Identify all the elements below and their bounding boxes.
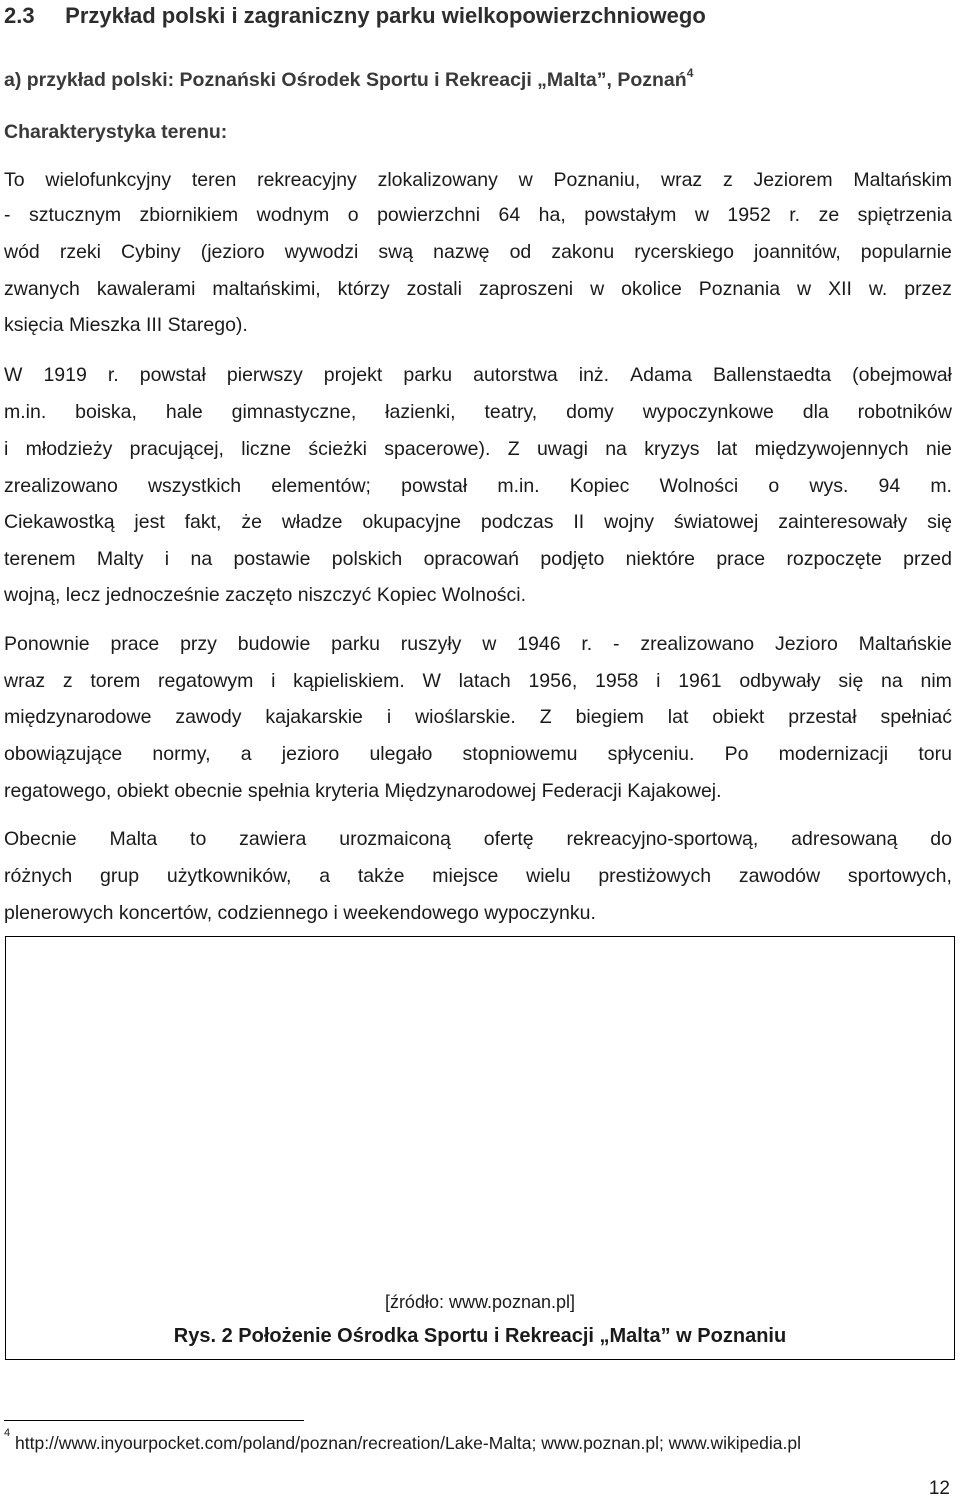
word: o bbox=[347, 204, 359, 226]
word: torem bbox=[90, 670, 141, 692]
word: zaproszeni bbox=[478, 278, 574, 300]
word: lat bbox=[667, 706, 689, 728]
word: stopniowemu bbox=[462, 743, 578, 765]
word: normy, bbox=[152, 743, 211, 765]
word: użytkowników, bbox=[166, 865, 292, 887]
word: ofertę bbox=[483, 828, 534, 850]
word: II bbox=[573, 511, 585, 533]
paragraph-line bbox=[4, 363, 952, 387]
word: którzy bbox=[337, 278, 390, 300]
word: ruszyły bbox=[400, 633, 462, 655]
word: W bbox=[4, 364, 23, 386]
word: miejsce bbox=[432, 865, 499, 887]
word: autorstwa bbox=[473, 364, 558, 386]
word: rekreacyjno-sportową, bbox=[566, 828, 759, 850]
word: fakt, bbox=[184, 511, 222, 533]
word: kryzys bbox=[644, 438, 700, 460]
word: wszystkich bbox=[147, 475, 242, 497]
paragraph-line bbox=[4, 864, 952, 888]
word: W bbox=[422, 670, 441, 692]
word: 1919 bbox=[43, 364, 87, 386]
word: prestiżowych bbox=[598, 865, 712, 887]
word: maltańskimi, bbox=[212, 278, 321, 300]
paragraph-line bbox=[4, 705, 952, 729]
word: Maltańskie bbox=[858, 633, 952, 655]
paragraph-line bbox=[4, 240, 952, 264]
word: teren bbox=[191, 169, 237, 191]
word: o bbox=[768, 475, 780, 497]
word: sportowych, bbox=[847, 865, 952, 887]
word: podjęto bbox=[540, 548, 605, 570]
word: Poznania bbox=[698, 278, 781, 300]
paragraph-line bbox=[4, 277, 952, 301]
word: adresowaną bbox=[791, 828, 898, 850]
word: na bbox=[605, 438, 627, 460]
word: wód bbox=[4, 241, 40, 263]
word: kawalerami bbox=[96, 278, 196, 300]
word: przez bbox=[904, 278, 952, 300]
word: okupacyjne bbox=[362, 511, 462, 533]
word: pracującej, bbox=[129, 438, 224, 460]
figure-caption: Rys. 2 Położenie Ośrodka Sportu i Rekreacji „Malta” w Poznaniu bbox=[173, 1325, 787, 1347]
word: zlokalizowany bbox=[377, 169, 498, 191]
word: ha, bbox=[538, 204, 566, 226]
word: spłyceniu. bbox=[607, 743, 695, 765]
word: rozpoczęte bbox=[786, 548, 882, 570]
word: Poznaniu, bbox=[553, 169, 641, 191]
word: Jeziorem bbox=[753, 169, 833, 191]
page-number: 12 bbox=[928, 1478, 950, 1499]
word: światowej bbox=[673, 511, 759, 533]
word: i bbox=[386, 706, 392, 728]
word: międzywojennych bbox=[754, 438, 909, 460]
word: grup bbox=[100, 865, 140, 887]
word: a bbox=[319, 865, 331, 887]
paragraph-line bbox=[4, 669, 952, 693]
word: domy bbox=[566, 401, 614, 423]
paragraph-line bbox=[4, 400, 952, 424]
word: powstał bbox=[401, 475, 468, 497]
word: się bbox=[838, 670, 864, 692]
word: na bbox=[881, 670, 903, 692]
word: modernizacji bbox=[778, 743, 889, 765]
word: przestał bbox=[788, 706, 857, 728]
word: wodnym bbox=[256, 204, 330, 226]
word: zawody bbox=[175, 706, 242, 728]
word: kajakarskie bbox=[265, 706, 363, 728]
word: opracowań bbox=[423, 548, 519, 570]
word: boiska, bbox=[75, 401, 137, 423]
word: XII bbox=[828, 278, 852, 300]
word: podczas bbox=[480, 511, 554, 533]
word: to bbox=[190, 828, 207, 850]
word: r. bbox=[581, 633, 593, 655]
figure-source: [źródło: www.poznan.pl] bbox=[384, 1292, 576, 1312]
paragraph-line: regatowego, obiekt obecnie spełnia kryteria Międzynarodowej Federacji Kajakowej. bbox=[4, 780, 722, 802]
word: do bbox=[930, 828, 952, 850]
word: terenem bbox=[4, 548, 76, 570]
word: - bbox=[613, 633, 620, 655]
word: m. bbox=[930, 475, 952, 497]
word: Ponownie bbox=[4, 633, 90, 655]
word: zawodów bbox=[738, 865, 821, 887]
word: liczne bbox=[241, 438, 292, 460]
word: To bbox=[4, 169, 25, 191]
word: Wolności bbox=[659, 475, 739, 497]
word: międzynarodowe bbox=[4, 706, 152, 728]
word: postawie bbox=[233, 548, 311, 570]
word: Ballenstaedta bbox=[712, 364, 832, 386]
word: inż. bbox=[578, 364, 610, 386]
word: łazienki, bbox=[385, 401, 456, 423]
word: Malta bbox=[109, 828, 158, 850]
word: zbiornikiem bbox=[139, 204, 239, 226]
word: różnych bbox=[4, 865, 73, 887]
section-title: Przykład polski i zagraniczny parku wielkopowierzchniowego bbox=[65, 3, 706, 28]
word: projekt bbox=[323, 364, 383, 386]
word: parku bbox=[403, 364, 453, 386]
word: 1956, bbox=[528, 670, 578, 692]
word: Adama bbox=[630, 364, 692, 386]
word: że bbox=[241, 511, 262, 533]
word: ulegało bbox=[369, 743, 433, 765]
paragraph-line bbox=[4, 437, 952, 461]
word: także bbox=[357, 865, 405, 887]
word: w bbox=[797, 278, 812, 300]
word: r. bbox=[789, 204, 801, 226]
word: wraz bbox=[4, 670, 46, 692]
word: Z bbox=[539, 706, 552, 728]
word: biegiem bbox=[575, 706, 644, 728]
paragraph-line bbox=[4, 742, 952, 766]
word: i bbox=[271, 670, 276, 692]
word: zainteresowały bbox=[778, 511, 908, 533]
word: zostali bbox=[406, 278, 462, 300]
word: obowiązujące bbox=[4, 743, 123, 765]
word: (jezioro bbox=[200, 241, 265, 263]
word: swą bbox=[378, 241, 414, 263]
word: z bbox=[722, 169, 733, 191]
paragraph-line bbox=[4, 510, 952, 534]
paragraph-line bbox=[4, 547, 952, 571]
paragraph-line: księcia Mieszka III Starego). bbox=[4, 314, 248, 336]
word: zawiera bbox=[239, 828, 307, 850]
footnote-ref: 4 bbox=[686, 65, 694, 80]
word: w bbox=[590, 278, 605, 300]
word: w bbox=[518, 169, 533, 191]
word: powierzchni bbox=[377, 204, 481, 226]
word: i bbox=[4, 438, 9, 460]
word: ze bbox=[818, 204, 840, 226]
word: od bbox=[509, 241, 532, 263]
word: Obecnie bbox=[4, 828, 77, 850]
word: młodzieży bbox=[25, 438, 113, 460]
paragraph-line bbox=[4, 474, 952, 498]
word: m.in. bbox=[4, 401, 47, 423]
word: powstałym bbox=[584, 204, 677, 226]
word: rycerskiego bbox=[634, 241, 734, 263]
word: Po bbox=[724, 743, 749, 765]
word: się bbox=[927, 511, 952, 533]
word: w bbox=[482, 633, 497, 655]
word: niektóre bbox=[625, 548, 695, 570]
word: 1946 bbox=[517, 633, 561, 655]
word: polskich bbox=[331, 548, 403, 570]
word: wojny bbox=[604, 511, 654, 533]
word: hale bbox=[165, 401, 203, 423]
word: sztucznym bbox=[28, 204, 122, 226]
word: Z bbox=[507, 438, 520, 460]
word: ścieżki bbox=[308, 438, 367, 460]
word: zrealizowano bbox=[4, 475, 118, 497]
word: joannitów, bbox=[754, 241, 841, 263]
word: i bbox=[656, 670, 661, 692]
word: pierwszy bbox=[226, 364, 303, 386]
figure-frame bbox=[5, 936, 955, 1360]
word: wraz bbox=[661, 169, 703, 191]
word: Ciekawostką bbox=[4, 511, 115, 533]
footnote-text: http://www.inyourpocket.com/poland/poznan/recreation/Lake-Malta; www.poznan.pl; www.wikipedia.pl bbox=[15, 1433, 801, 1453]
word: jest bbox=[134, 511, 165, 533]
word: 1952 bbox=[727, 204, 771, 226]
word: Jezioro bbox=[774, 633, 838, 655]
word: 1958 bbox=[595, 670, 639, 692]
word: wywodzi bbox=[284, 241, 359, 263]
word: 1961 bbox=[678, 670, 722, 692]
paragraph-line bbox=[4, 632, 952, 656]
word: gimnastyczne, bbox=[231, 401, 357, 423]
subsection-title: a) przykład polski: Poznański Ośrodek Sportu i Rekreacji „Malta”, Poznań bbox=[4, 69, 687, 91]
word: nim bbox=[920, 670, 952, 692]
word: 94 bbox=[878, 475, 901, 497]
word: rzeki bbox=[59, 241, 101, 263]
word: zrealizowano bbox=[640, 633, 755, 655]
section-number: 2.3 bbox=[4, 3, 35, 28]
word: toru bbox=[918, 743, 952, 765]
paragraph-line bbox=[4, 203, 952, 227]
word: w. bbox=[868, 278, 888, 300]
paragraph-line: plenerowych koncertów, codziennego i weekendowego wypoczynku. bbox=[4, 902, 596, 924]
footnote-divider bbox=[4, 1420, 304, 1421]
word: Malty bbox=[96, 548, 144, 570]
word: dla bbox=[802, 401, 829, 423]
word: rekreacyjny bbox=[257, 169, 357, 191]
subsection-heading bbox=[4, 65, 694, 92]
terrain-heading: Charakterystyka terenu: bbox=[4, 121, 228, 143]
word: elementów; bbox=[271, 475, 371, 497]
word: wielu bbox=[526, 865, 571, 887]
word: Maltańskim bbox=[853, 169, 952, 191]
word: spiętrzenia bbox=[857, 204, 952, 226]
word: prace bbox=[716, 548, 766, 570]
paragraph-line: wojną, lecz jednocześnie zaczęto niszczyć Kopiec Wolności. bbox=[4, 584, 527, 606]
word: regatowym bbox=[157, 670, 254, 692]
word: okolice bbox=[621, 278, 682, 300]
word: prace bbox=[110, 633, 160, 655]
word: zwanych bbox=[4, 278, 80, 300]
word: wioślarskie. bbox=[415, 706, 516, 728]
word: i bbox=[164, 548, 170, 570]
paragraph-line bbox=[4, 168, 952, 192]
footnote bbox=[4, 1427, 801, 1454]
word: jezioro bbox=[281, 743, 340, 765]
word: kąpieliskiem. bbox=[293, 670, 405, 692]
word: lat bbox=[716, 438, 738, 460]
word: Kopiec bbox=[569, 475, 630, 497]
word: (obejmował bbox=[852, 364, 952, 386]
word: spacerowe). bbox=[384, 438, 491, 460]
word: uwagi bbox=[536, 438, 588, 460]
word: zakonu bbox=[551, 241, 615, 263]
section-heading bbox=[4, 4, 706, 28]
word: r. bbox=[107, 364, 119, 386]
word: teatry, bbox=[484, 401, 538, 423]
word: odbywały bbox=[739, 670, 821, 692]
word: wypoczynkowe bbox=[642, 401, 774, 423]
word: m.in. bbox=[497, 475, 540, 497]
word: 64 bbox=[498, 204, 521, 226]
word: władze bbox=[281, 511, 343, 533]
word: spełniać bbox=[880, 706, 952, 728]
word: przed bbox=[903, 548, 952, 570]
word: - bbox=[4, 204, 11, 226]
paragraph-line bbox=[4, 827, 952, 851]
word: w bbox=[694, 204, 709, 226]
word: obiekt bbox=[712, 706, 765, 728]
footnote-number: 4 bbox=[4, 1427, 11, 1440]
word: nazwę bbox=[433, 241, 490, 263]
word: popularnie bbox=[860, 241, 952, 263]
word: na bbox=[190, 548, 213, 570]
word: z bbox=[62, 670, 73, 692]
word: nie bbox=[925, 438, 952, 460]
word: a bbox=[240, 743, 252, 765]
word: Cybiny bbox=[121, 241, 181, 263]
word: wys. bbox=[809, 475, 849, 497]
word: przy bbox=[180, 633, 217, 655]
word: powstał bbox=[139, 364, 206, 386]
word: latach bbox=[458, 670, 511, 692]
word: wielofunkcyjny bbox=[45, 169, 172, 191]
word: budowie bbox=[237, 633, 311, 655]
word: parku bbox=[331, 633, 380, 655]
word: urozmaiconą bbox=[339, 828, 451, 850]
word: robotników bbox=[857, 401, 952, 423]
